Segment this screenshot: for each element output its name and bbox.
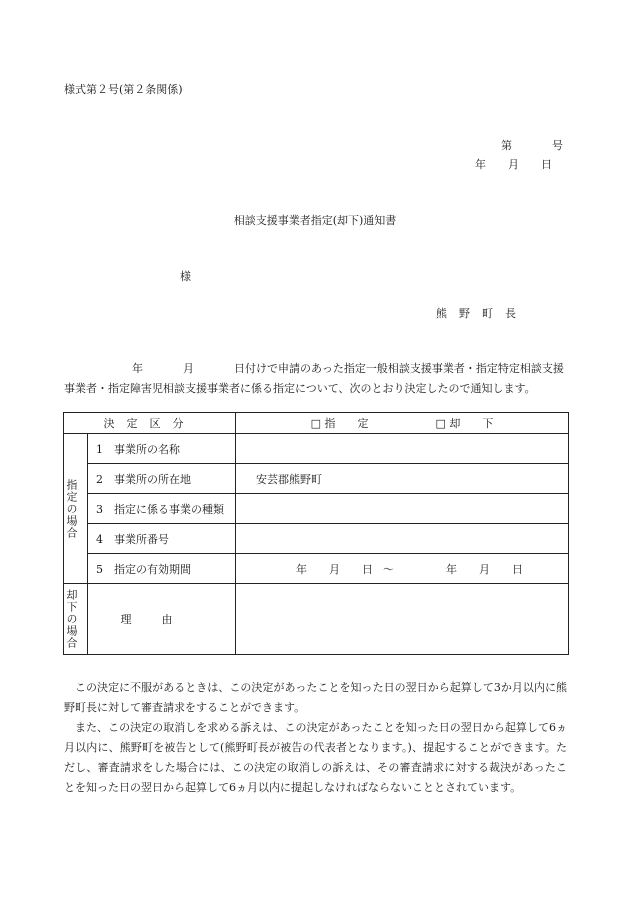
period-end-year: 年 [446, 562, 457, 576]
approve-section-cell [64, 434, 88, 584]
row-label-business-type: 3 指定に係る事業の種類 [88, 494, 236, 524]
reject-section-label: 却下の場合 [65, 589, 78, 649]
document-number [501, 137, 563, 153]
reject-section-cell [64, 584, 88, 655]
table-row [64, 464, 569, 494]
notice-paragraph-1: この決定に不服があるときは、この決定があったことを知った日の翌日から起算して3か月以内に熊野町長に対して審査請求をすることができます。 [64, 681, 567, 714]
date-year: 年 [475, 158, 486, 171]
row-value-name[interactable] [236, 434, 569, 464]
appeal-notice [64, 678, 567, 798]
table-row-reject [64, 584, 569, 655]
intro-year: 年 [132, 362, 143, 375]
intro-month: 月 [183, 362, 194, 375]
table-row [64, 554, 569, 584]
form-number: 様式第２号(第２条関係) [64, 83, 183, 96]
reason-label: 理由 [88, 584, 236, 655]
period-start-year: 年 [296, 562, 307, 576]
table-header-row [64, 413, 569, 434]
choice-approve[interactable]: □ 指 定 [310, 417, 369, 430]
row-label-validity-period: 5 指定の有効期間 [88, 554, 236, 584]
row-label-name: 1 事業所の名称 [88, 434, 236, 464]
period-end-month: 月 [479, 562, 490, 576]
period-start-month: 月 [329, 562, 340, 576]
date-day: 日 [541, 158, 552, 171]
intro-paragraph [64, 359, 567, 399]
notice-paragraph-2: また、この決定の取消しを求める訴えは、この決定があったことを知った日の翌日から起算して6ヵ月以内に、熊野町を被告として(熊野町長が被告の代表者となります。)、提起することができます。ただし、審査請求をした場合には、この決定の取消しの訴えは、その審査請求に対する裁決があったことを知った日の翌日から起算して6ヵ月以内に提起しなければならないこととされています。 [64, 721, 567, 794]
table-row [64, 494, 569, 524]
decision-category-label: 決定区分 [64, 413, 236, 434]
row-label-office-number: 4 事業所番号 [88, 524, 236, 554]
doc-number-suffix: 号 [552, 139, 563, 152]
row-value-address[interactable]: 安芸郡熊野町 [236, 464, 569, 494]
document-date [475, 156, 552, 172]
approve-section-label: 指定の場合 [65, 478, 78, 539]
decision-choices [236, 413, 569, 434]
row-value-validity-period[interactable] [236, 554, 569, 584]
reason-value[interactable] [236, 584, 569, 655]
row-value-office-number[interactable] [236, 524, 569, 554]
period-start-day: 日 [362, 562, 373, 576]
row-label-address: 2 事業所の所在地 [88, 464, 236, 494]
date-month: 月 [508, 158, 519, 171]
period-tilde: ～ [383, 562, 394, 576]
doc-number-prefix: 第 [501, 139, 512, 152]
issuer-name: 熊野町長 [436, 307, 528, 320]
decision-table [63, 412, 569, 655]
choice-reject[interactable]: □ 却 下 [435, 417, 494, 430]
intro-text: 日付けで申請のあった指定一般相談支援事業者・指定特定相談支援事業者・指定障害児相談支援事業者に係る指定について、次のとおり決定したので通知します。 [64, 362, 564, 395]
table-row [64, 434, 569, 464]
table-row [64, 524, 569, 554]
period-end-day: 日 [512, 562, 523, 576]
addressee-suffix: 様 [180, 270, 191, 283]
document-title: 相談支援事業者指定(却下)通知書 [233, 214, 397, 227]
row-value-business-type[interactable] [236, 494, 569, 524]
